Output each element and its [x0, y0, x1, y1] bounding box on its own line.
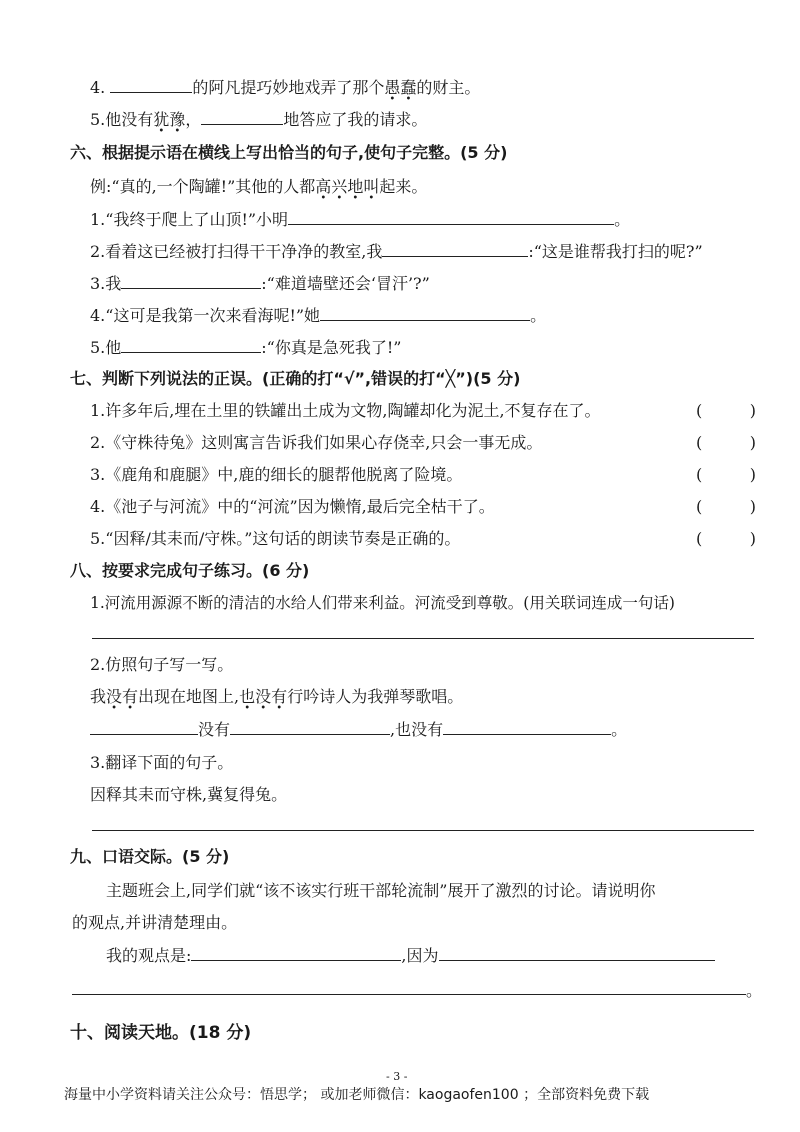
dotted-char: 也	[239, 687, 256, 706]
item-5: 5.他没有犹豫， 地答应了我的请求。	[90, 110, 428, 129]
section-8-q3-sentence: 因释其耒而守株,冀复得兔。	[90, 785, 288, 804]
answer-blank[interactable]	[382, 240, 528, 257]
section-10-title: 十、阅读天地。(18 分)	[70, 1023, 252, 1043]
answer-blank[interactable]	[191, 944, 401, 961]
dotted-char: 叫	[363, 177, 380, 196]
answer-blank[interactable]	[288, 208, 614, 225]
section-9-title: 九、口语交际。(5 分)	[70, 847, 230, 866]
dotted-char: 犹	[153, 110, 170, 129]
judge-answer-1[interactable]: ( )	[696, 401, 756, 420]
answer-blank[interactable]	[320, 304, 530, 321]
footer-note: 海量中小学资料请关注公众号：悟思学； 或加老师微信：kaogaofen100 ；全部资料免费下载	[64, 1087, 650, 1103]
section-8-q3: 3.翻译下面的句子。	[90, 753, 234, 772]
dotted-char: 没	[255, 687, 272, 706]
judge-answer-2[interactable]: ( )	[696, 433, 756, 452]
answer-blank[interactable]	[230, 718, 390, 735]
section-6-item-5: 5.他 :“你真是急死我了!”	[90, 338, 402, 357]
section-8-title: 八、按要求完成句子练习。(6 分)	[70, 561, 310, 580]
judge-item-2: 2.《守株待兔》这则寓言告诉我们如果心存侥幸,只会一事无成。	[90, 433, 543, 452]
dotted-char: 有	[122, 687, 139, 706]
answer-blank[interactable]	[201, 108, 283, 125]
answer-blank[interactable]	[121, 272, 261, 289]
section-8-q2-fill: 没有 ,也没有 。	[90, 718, 627, 741]
page-number: - 3 -	[386, 1070, 408, 1083]
judge-item-3: 3.《鹿角和鹿腿》中,鹿的细长的腿帮他脱离了险境。	[90, 465, 463, 484]
dotted-char: 兴	[331, 177, 348, 196]
answer-blank[interactable]	[121, 336, 261, 353]
section-6-title: 六、根据提示语在横线上写出恰当的句子,使句子完整。(5 分)	[70, 143, 508, 162]
dotted-char: 高	[315, 177, 332, 196]
section-6-item-1: 1.“我终于爬上了山顶!”小明 。	[90, 210, 631, 229]
section-7-title: 七、判断下列说法的正误。(正确的打“√”,错误的打“╳”)(5 分)	[70, 369, 521, 388]
section-9-fill: 我的观点是: ,因为	[106, 944, 715, 967]
section-8-q2: 2.仿照句子写一写。	[90, 655, 234, 674]
answer-line[interactable]	[92, 830, 754, 831]
section-9-para-2: 的观点,并讲清楚理由。	[72, 913, 238, 932]
section-6-item-4: 4.“这可是我第一次来看海呢!”她 。	[90, 306, 547, 325]
answer-blank[interactable]	[90, 718, 198, 735]
section-8-q2-sentence: 我没有出现在地图上,也没有行吟诗人为我弹琴歌唱。	[90, 687, 464, 706]
dotted-char: 愚	[384, 78, 401, 97]
section-6-item-3: 3.我 :“难道墙壁还会‘冒汗’?”	[90, 274, 430, 293]
section-9-para-1: 主题班会上,同学们就“该不该实行班干部轮流制”展开了激烈的讨论。请说明你	[106, 881, 656, 900]
answer-line[interactable]	[92, 638, 754, 639]
answer-blank[interactable]	[439, 944, 715, 961]
dotted-char: 没	[106, 687, 123, 706]
section-8-q1: 1.河流用源源不断的清洁的水给人们带来利益。河流受到尊敬。(用关联词连成一句话)	[90, 594, 675, 612]
dotted-char: 豫	[169, 110, 186, 129]
answer-line[interactable]	[72, 994, 746, 995]
judge-answer-5[interactable]: ( )	[696, 529, 756, 548]
judge-answer-3[interactable]: ( )	[696, 465, 756, 484]
dotted-char: 有	[271, 687, 288, 706]
dotted-char: 地	[347, 177, 364, 196]
judge-answer-4[interactable]: ( )	[696, 497, 756, 516]
answer-blank[interactable]	[443, 718, 611, 735]
section-6-example: 例:“真的,一个陶罐!”其他的人都高兴地叫起来。	[90, 177, 428, 196]
judge-item-4: 4.《池子与河流》中的“河流”因为懒惰,最后完全枯干了。	[90, 497, 495, 516]
judge-item-1: 1.许多年后,埋在土里的铁罐出土成为文物,陶罐却化为泥土,不复存在了。	[90, 401, 601, 420]
section-9-end: 。	[746, 981, 763, 1000]
dotted-char: 蠢	[400, 78, 417, 97]
item-4: 4. 的阿凡提巧妙地戏弄了那个愚蠢的财主。	[90, 78, 481, 97]
answer-blank[interactable]	[110, 76, 192, 93]
judge-item-5: 5.“因释/其耒而/守株。”这句话的朗读节奏是正确的。	[90, 529, 461, 548]
section-6-item-2: 2.看着这已经被打扫得干干净净的教室,我 :“这是谁帮我打扫的呢?”	[90, 242, 703, 261]
